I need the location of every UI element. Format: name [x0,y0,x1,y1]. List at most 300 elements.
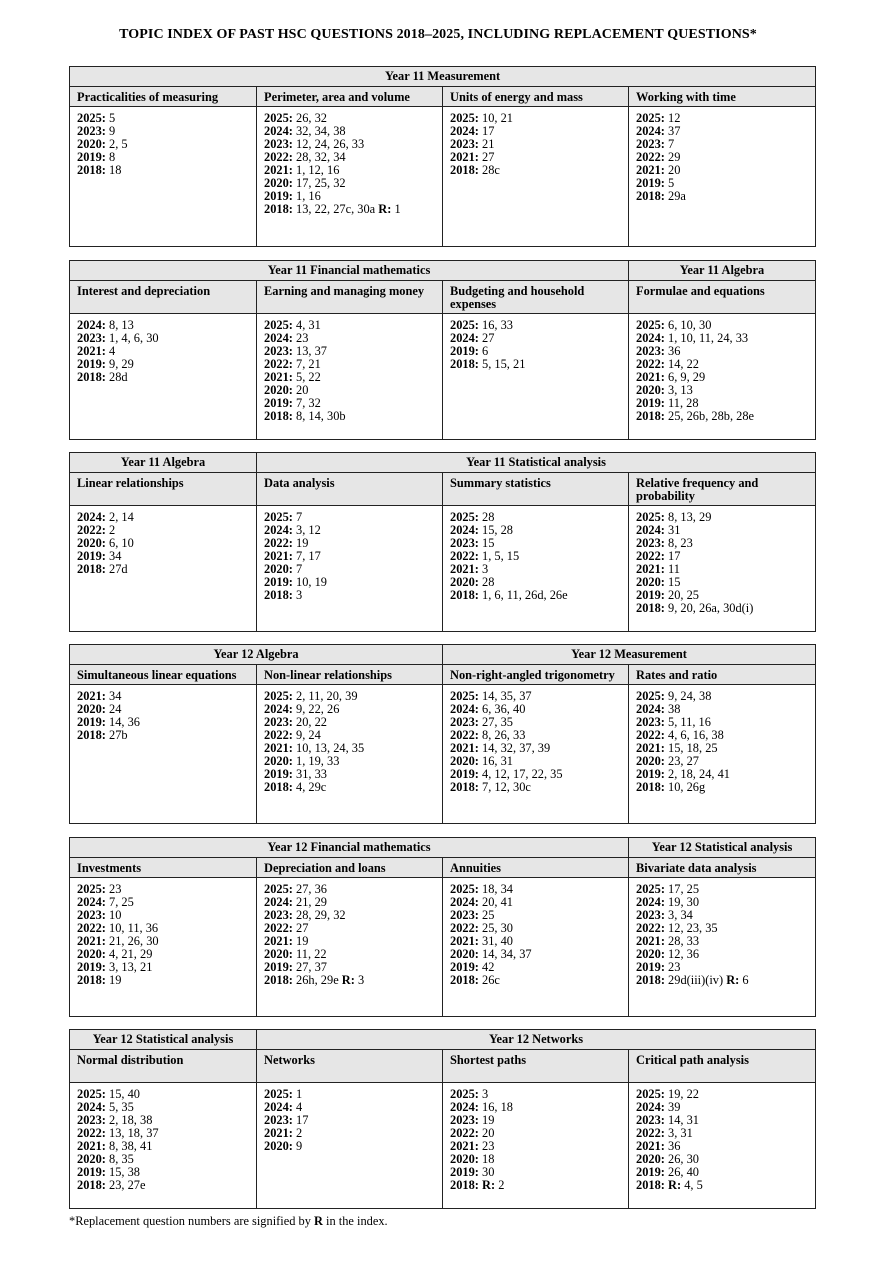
question-numbers: 25, 30 [478,921,513,935]
question-numbers: 1, 19, 33 [292,754,340,768]
question-numbers: 8, 13, 29 [664,510,712,524]
question-entry [450,164,621,177]
question-numbers: 36 [664,344,681,358]
topic-header-row [70,87,816,107]
exam-year: 2025: [636,111,665,125]
question-numbers: 7, 32 [292,396,321,410]
exam-year: 2021: [636,163,665,177]
question-entry [264,410,435,423]
exam-year: 2024: [450,1100,479,1114]
topic-data-row [70,107,816,247]
question-numbers: 21 [478,137,495,151]
topic-heading: Data analysis [257,473,443,506]
question-numbers: 1, 12, 16 [292,163,340,177]
exam-year: 2025: [636,1087,665,1101]
exam-year: 2023: [450,137,479,151]
question-numbers: 14, 35, 37 [478,689,532,703]
question-numbers: 6, 10, 30 [664,318,712,332]
exam-year: 2018: [450,163,479,177]
exam-year: 2020: [450,575,479,589]
exam-year: 2019: [636,1165,665,1179]
topic-heading: Relative frequency and probability [629,473,816,506]
exam-year: 2022: [264,150,293,164]
question-numbers: 16, 31 [478,754,513,768]
question-numbers: 26h, 29e [292,973,342,987]
question-numbers: 7 [292,562,303,576]
question-entry [636,974,808,987]
question-entry [636,781,808,794]
exam-year: 2025: [450,882,479,896]
exam-year: 2021: [77,1139,106,1153]
question-numbers: 15, 18, 25 [664,741,718,755]
group-heading: Year 12 Financial mathematics [70,838,629,858]
question-entry [636,602,808,615]
question-numbers: 7 [664,137,675,151]
question-numbers: 13, 37 [292,344,327,358]
question-numbers: 14, 31 [664,1113,699,1127]
topic-cell [629,314,816,440]
topic-header-row [70,1050,816,1083]
question-numbers: 27b [105,728,128,742]
question-numbers: 4, 6, 16, 38 [664,728,724,742]
exam-year: 2020: [450,754,479,768]
question-numbers: 28, 33 [664,934,700,948]
question-numbers: 3, 13 [664,383,693,397]
exam-year: 2022: [77,1126,106,1140]
exam-year: 2020: [264,754,293,768]
question-entry [77,164,249,177]
exam-year: 2024: [450,124,479,138]
question-numbers: 9 [105,124,116,138]
question-numbers: 7 [292,510,303,524]
exam-year: 2019: [264,189,293,203]
question-numbers: 17 [664,549,681,563]
exam-year: 2023: [264,1113,293,1127]
exam-year: 2024: [264,1100,293,1114]
question-numbers: 7, 12, 30c [478,780,531,794]
topic-heading: Working with time [629,87,816,107]
exam-year: 2023: [264,344,293,358]
question-numbers: 10 [105,908,122,922]
question-numbers: 4 [292,1100,303,1114]
topic-cell [70,685,257,824]
question-numbers: 3 [292,588,303,602]
group-heading: Year 11 Financial mathematics [70,261,629,281]
question-numbers: 26, 40 [664,1165,699,1179]
question-numbers: 23 [664,960,681,974]
exam-year: 2022: [636,921,665,935]
question-entry [264,589,435,602]
exam-year: 2020: [636,575,665,589]
exam-year: 2023: [264,908,293,922]
exam-year: 2020: [636,947,665,961]
exam-year: 2019: [450,767,479,781]
question-numbers: 23 [292,331,309,345]
exam-year: 2018: [450,357,479,371]
exam-year: 2025: [264,689,293,703]
topic-header-row [70,858,816,878]
question-numbers: 2 [105,523,116,537]
exam-year: 2024: [450,702,479,716]
exam-year: 2024: [636,1100,665,1114]
exam-year: 2018: [636,601,665,615]
topic-heading: Bivariate data analysis [629,858,816,878]
exam-year: 2024: [450,331,479,345]
exam-year: 2022: [264,357,293,371]
exam-year: 2021: [636,934,665,948]
question-numbers: 8, 38, 41 [105,1139,153,1153]
question-numbers: 15, 40 [105,1087,140,1101]
question-numbers: 18, 34 [478,882,513,896]
topic-data-row [70,506,816,632]
topic-heading: Units of energy and mass [443,87,629,107]
question-numbers: 28c [478,163,500,177]
question-numbers: 20 [664,163,681,177]
exam-year: 2023: [636,715,665,729]
exam-year: 2025: [450,1087,479,1101]
question-numbers: 19, 30 [664,895,700,909]
question-numbers: 19 [478,1113,495,1127]
exam-year: 2023: [450,908,479,922]
question-numbers: 29d(iii)(iv) [664,973,727,987]
question-numbers: 27 [478,150,495,164]
exam-year: 2025: [636,318,665,332]
question-numbers: 10, 26g [664,780,706,794]
topic-cell [629,107,816,247]
question-numbers: 17 [292,1113,309,1127]
question-numbers: 7, 25 [105,895,134,909]
exam-year: 2025: [264,318,293,332]
question-numbers: 5, 22 [292,370,321,384]
question-numbers: 23 [478,1139,495,1153]
question-entry [636,410,808,423]
group-heading: Year 11 Algebra [629,261,816,281]
topic-data-row [70,314,816,440]
topic-heading: Perimeter, area and volume [257,87,443,107]
replacement-numbers: 6 [739,973,749,987]
question-entry [450,974,621,987]
question-numbers: 12, 23, 35 [664,921,718,935]
question-numbers: 32, 34, 38 [292,124,346,138]
question-numbers: 8, 13 [105,318,134,332]
exam-year: 2024: [636,895,665,909]
topic-cell [443,107,629,247]
question-numbers: 9, 24, 38 [664,689,712,703]
exam-year: 2021: [636,741,665,755]
exam-year: 2020: [77,137,106,151]
question-numbers: 37 [664,124,681,138]
exam-year: 2021: [264,370,293,384]
question-numbers: 10, 21 [478,111,513,125]
topic-block [69,66,816,247]
question-numbers: 12, 24, 26, 33 [292,137,365,151]
exam-year: 2020: [450,947,479,961]
exam-year: 2021: [450,562,479,576]
exam-year: 2018: [264,409,293,423]
topic-heading: Investments [70,858,257,878]
replacement-marker: R: [482,1178,496,1192]
question-numbers: 29 [664,150,681,164]
exam-year: 2025: [77,882,106,896]
topic-heading: Budgeting and household expenses [443,281,629,314]
group-header-row [70,67,816,87]
replacement-numbers: 1 [391,202,401,216]
exam-year: 2024: [264,331,293,345]
exam-year: 2018: [77,1178,106,1192]
exam-year: 2019: [77,960,106,974]
exam-year: 2025: [264,882,293,896]
exam-year: 2022: [77,523,106,537]
question-numbers: 31, 33 [292,767,327,781]
group-heading: Year 12 Measurement [443,645,816,665]
group-header-row [70,261,816,281]
exam-year: 2023: [636,344,665,358]
group-header-row [70,1030,816,1050]
question-numbers: 1, 5, 15 [478,549,520,563]
topic-cell [257,314,443,440]
topic-cell [443,685,629,824]
question-numbers: 31 [664,523,681,537]
question-numbers: 2, 11, 20, 39 [292,689,358,703]
exam-year: 2020: [77,1152,106,1166]
exam-year: 2019: [636,767,665,781]
exam-year: 2021: [450,150,479,164]
footnote [69,1214,388,1229]
question-numbers: 11, 22 [292,947,327,961]
replacement-numbers: 4, 5 [681,1178,703,1192]
question-numbers: 34 [105,549,122,563]
exam-year: 2018: [636,780,665,794]
topic-cell [443,1083,629,1209]
exam-year: 2024: [77,895,106,909]
exam-year: 2025: [450,689,479,703]
exam-year: 2018: [450,780,479,794]
topic-cell [629,685,816,824]
exam-year: 2025: [636,882,665,896]
exam-year: 2021: [636,562,665,576]
question-numbers: 11, 28 [664,396,699,410]
question-numbers: 9, 22, 26 [292,702,340,716]
question-numbers: 26, 30 [664,1152,699,1166]
question-numbers: 28d [105,370,128,384]
question-numbers: 23 [105,882,122,896]
question-numbers: 19, 22 [664,1087,699,1101]
exam-year: 2018: [77,973,106,987]
question-numbers: 16, 33 [478,318,513,332]
exam-year: 2023: [77,124,106,138]
topic-cell [257,506,443,632]
exam-year: 2018: [77,562,106,576]
question-entry [264,974,435,987]
topic-heading: Networks [257,1050,443,1083]
exam-year: 2025: [636,689,665,703]
topic-block [69,1029,816,1209]
question-entry [77,371,249,384]
question-numbers: 42 [478,960,495,974]
question-numbers: 8, 26, 33 [478,728,526,742]
question-numbers: 12, 36 [664,947,700,961]
group-heading: Year 12 Statistical analysis [70,1030,257,1050]
replacement-numbers: 2 [495,1178,505,1192]
exam-year: 2024: [450,523,479,537]
question-numbers: 3, 34 [664,908,693,922]
question-numbers: 5, 35 [105,1100,134,1114]
question-numbers: 3, 12 [292,523,321,537]
topic-cell [443,506,629,632]
exam-year: 2019: [264,575,293,589]
question-numbers: 19 [292,934,309,948]
question-entry [450,1179,621,1192]
question-numbers: 27, 35 [478,715,513,729]
replacement-numbers: 3 [354,973,365,987]
question-numbers: 1, 10, 11, 24, 33 [664,331,749,345]
question-numbers: 2 [292,1126,303,1140]
exam-year: 2018: [636,973,665,987]
exam-year: 2020: [264,562,293,576]
exam-year: 2025: [450,111,479,125]
topic-cell [70,314,257,440]
question-numbers: 13, 22, 27c, 30a [292,202,379,216]
question-numbers: 39 [664,1100,681,1114]
exam-year: 2021: [636,370,665,384]
group-heading: Year 11 Algebra [70,453,257,473]
exam-year: 2018: [636,409,665,423]
exam-year: 2024: [264,895,293,909]
question-numbers: 10, 19 [292,575,327,589]
footnote-text: *Replacement question numbers are signified by [69,1214,314,1228]
question-numbers: 3, 31 [664,1126,693,1140]
exam-year: 2019: [264,767,293,781]
exam-year: 2022: [636,549,665,563]
exam-year: 2023: [450,1113,479,1127]
question-numbers: 25 [478,908,495,922]
question-numbers: 7, 21 [292,357,321,371]
question-entry [636,190,808,203]
exam-year: 2019: [77,150,106,164]
question-numbers: 19 [105,973,122,987]
question-numbers: 14, 36 [105,715,140,729]
exam-year: 2020: [264,176,293,190]
topic-heading: Practicalities of measuring [70,87,257,107]
replacement-marker: R: [341,973,355,987]
exam-year: 2021: [450,1139,479,1153]
exam-year: 2018: [264,202,293,216]
exam-year: 2018: [77,163,106,177]
question-numbers: 38 [664,702,681,716]
topic-cell [443,878,629,1017]
exam-year: 2018: [77,370,106,384]
question-numbers: 20, 25 [664,588,699,602]
question-entry [77,563,249,576]
question-numbers: 9, 20, 26a, 30d(i) [664,601,754,615]
exam-year: 2020: [636,754,665,768]
question-numbers: 14, 22 [664,357,699,371]
question-entry [264,203,435,216]
topic-cell [257,1083,443,1209]
question-numbers: 9, 29 [105,357,134,371]
question-numbers: 6, 9, 29 [664,370,706,384]
question-numbers: 1 [292,1087,303,1101]
replacement-marker: R: [668,1178,682,1192]
topic-heading: Normal distribution [70,1050,257,1083]
exam-year: 2023: [264,137,293,151]
exam-year: 2022: [264,536,293,550]
topic-cell [257,878,443,1017]
exam-year: 2025: [264,1087,293,1101]
topic-heading: Earning and managing money [257,281,443,314]
topic-cell [70,1083,257,1209]
question-numbers: 28 [478,575,495,589]
group-heading: Year 12 Algebra [70,645,443,665]
question-numbers: 18 [478,1152,495,1166]
exam-year: 2019: [77,1165,106,1179]
question-numbers: 28, 32, 34 [292,150,346,164]
question-numbers: 9 [292,1139,303,1153]
exam-year: 2020: [264,1139,293,1153]
topic-cell [70,107,257,247]
exam-year: 2018: [264,780,293,794]
exam-year: 2020: [264,383,293,397]
exam-year: 2020: [77,536,106,550]
question-entry [636,1179,808,1192]
exam-year: 2024: [636,331,665,345]
exam-year: 2021: [264,549,293,563]
exam-year: 2021: [450,741,479,755]
exam-year: 2021: [264,1126,293,1140]
question-numbers: 27 [478,331,495,345]
question-entry [77,729,249,742]
exam-year: 2019: [636,396,665,410]
exam-year: 2022: [77,921,106,935]
question-numbers: 17, 25 [664,882,700,896]
question-numbers: 21, 26, 30 [105,934,159,948]
question-numbers: 4, 12, 17, 22, 35 [478,767,563,781]
exam-year: 2021: [264,934,293,948]
exam-year: 2022: [450,728,479,742]
exam-year: 2018: [450,973,479,987]
exam-year: 2023: [450,715,479,729]
question-numbers: 2, 18, 24, 41 [664,767,730,781]
exam-year: 2021: [77,934,106,948]
replacement-marker: R: [726,973,740,987]
exam-year: 2021: [77,689,106,703]
exam-year: 2023: [77,331,106,345]
group-heading: Year 12 Networks [257,1030,816,1050]
topic-cell [629,506,816,632]
exam-year: 2019: [264,960,293,974]
topic-data-row [70,685,816,824]
question-numbers: 3, 13, 21 [105,960,153,974]
question-numbers: 19 [292,536,309,550]
group-heading: Year 12 Statistical analysis [629,838,816,858]
exam-year: 2022: [450,549,479,563]
question-numbers: 27 [292,921,309,935]
question-numbers: 20, 22 [292,715,327,729]
topic-header-row [70,665,816,685]
exam-year: 2023: [77,1113,106,1127]
group-header-row [70,645,816,665]
topic-block [69,644,816,824]
exam-year: 2024: [77,510,106,524]
question-numbers: 29a [664,189,686,203]
topic-heading: Interest and depreciation [70,281,257,314]
question-numbers: 36 [664,1139,681,1153]
topic-block [69,260,816,440]
question-numbers: 15, 38 [105,1165,140,1179]
topic-cell [629,1083,816,1209]
exam-year: 2024: [636,702,665,716]
question-numbers: 30 [478,1165,495,1179]
